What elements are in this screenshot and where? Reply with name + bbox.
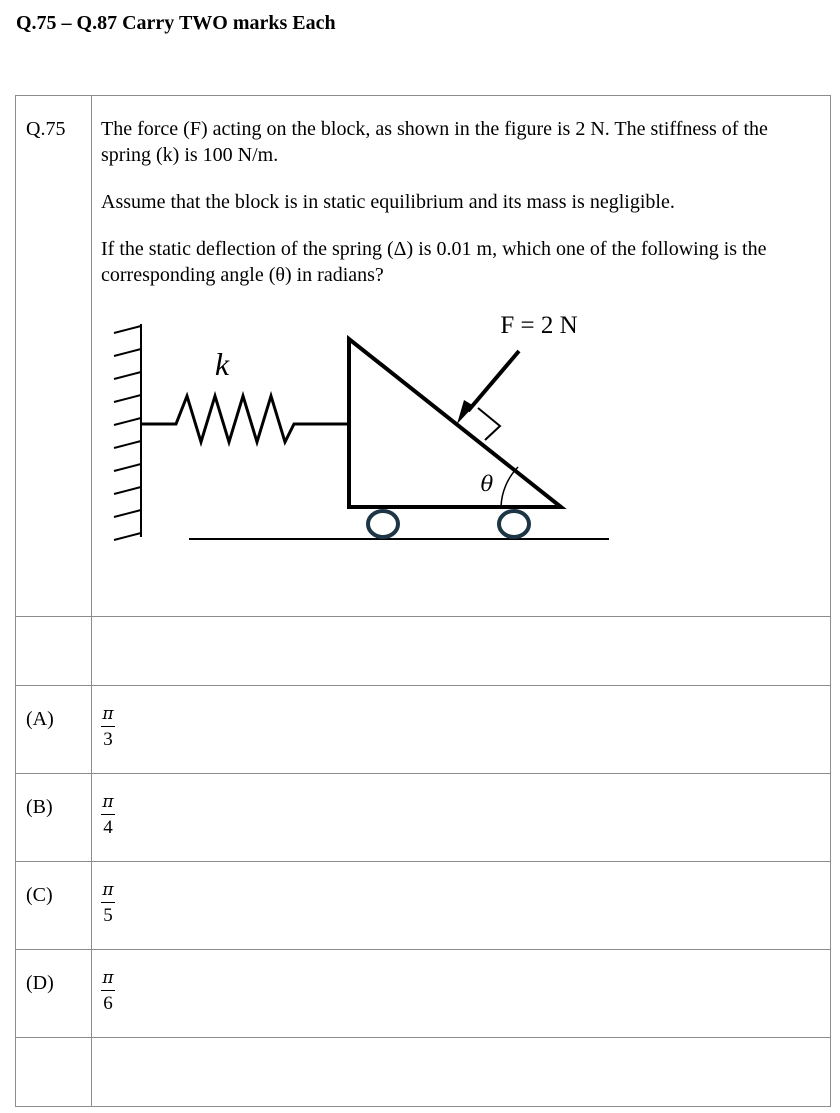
fraction-numerator: π xyxy=(102,792,114,812)
fraction-denominator: 6 xyxy=(103,993,113,1014)
option-label: (B) xyxy=(26,796,53,818)
fraction-numerator: π xyxy=(102,880,114,900)
question-row xyxy=(16,96,831,617)
spring-block-figure xyxy=(1,309,578,549)
spring xyxy=(141,396,349,442)
force-arrowhead xyxy=(457,400,474,424)
force-arrow xyxy=(468,351,519,411)
option-row-a[interactable] xyxy=(16,686,831,774)
option-label: (C) xyxy=(26,884,53,906)
section-heading: Q.75 – Q.87 Carry TWO marks Each xyxy=(16,12,336,34)
option-row-b[interactable] xyxy=(16,774,831,862)
fraction-denominator: 5 xyxy=(103,905,113,926)
option-label: (A) xyxy=(26,708,54,730)
question-paragraph-3: If the static deflection of the spring (Δ) is 0.01 m, which one of the following is the corresponding angle (θ) in radians? xyxy=(101,238,767,286)
option-value-fraction xyxy=(101,879,115,927)
question-table xyxy=(15,95,831,1107)
fraction-bar xyxy=(101,990,115,991)
fraction-numerator: π xyxy=(102,968,114,988)
wheel-left xyxy=(368,511,398,537)
question-paragraph-1: The force (F) acting on the block, as shown in the figure is 2 N. The stiffness of the spring (k) is 100 N/m. xyxy=(101,118,768,166)
option-value-fraction xyxy=(101,791,115,839)
question-number: Q.75 xyxy=(26,118,66,140)
question-paragraph-2: Assume that the block is in static equilibrium and its mass is negligible. xyxy=(101,191,675,213)
fraction-bar xyxy=(101,726,115,727)
spacer-row xyxy=(16,617,831,686)
question-body-cell xyxy=(92,96,831,617)
trailing-row xyxy=(16,1038,831,1107)
wheel-right xyxy=(499,511,529,537)
fraction-denominator: 3 xyxy=(103,729,113,750)
option-row-c[interactable] xyxy=(16,862,831,950)
fraction-bar xyxy=(101,814,115,815)
spring-label: k xyxy=(214,346,230,382)
option-value-fraction xyxy=(101,703,115,751)
force-label: F = 2 N xyxy=(500,312,578,339)
fraction-bar xyxy=(101,902,115,903)
right-angle-mark xyxy=(478,408,500,440)
wedge-block xyxy=(349,339,561,507)
option-label: (D) xyxy=(26,972,54,994)
angle-label: θ xyxy=(480,472,494,496)
fraction-denominator: 4 xyxy=(103,817,113,838)
option-value-fraction xyxy=(101,967,115,1015)
fixed-wall xyxy=(114,324,141,540)
fraction-numerator: π xyxy=(102,704,114,724)
option-row-d[interactable] xyxy=(16,950,831,1038)
